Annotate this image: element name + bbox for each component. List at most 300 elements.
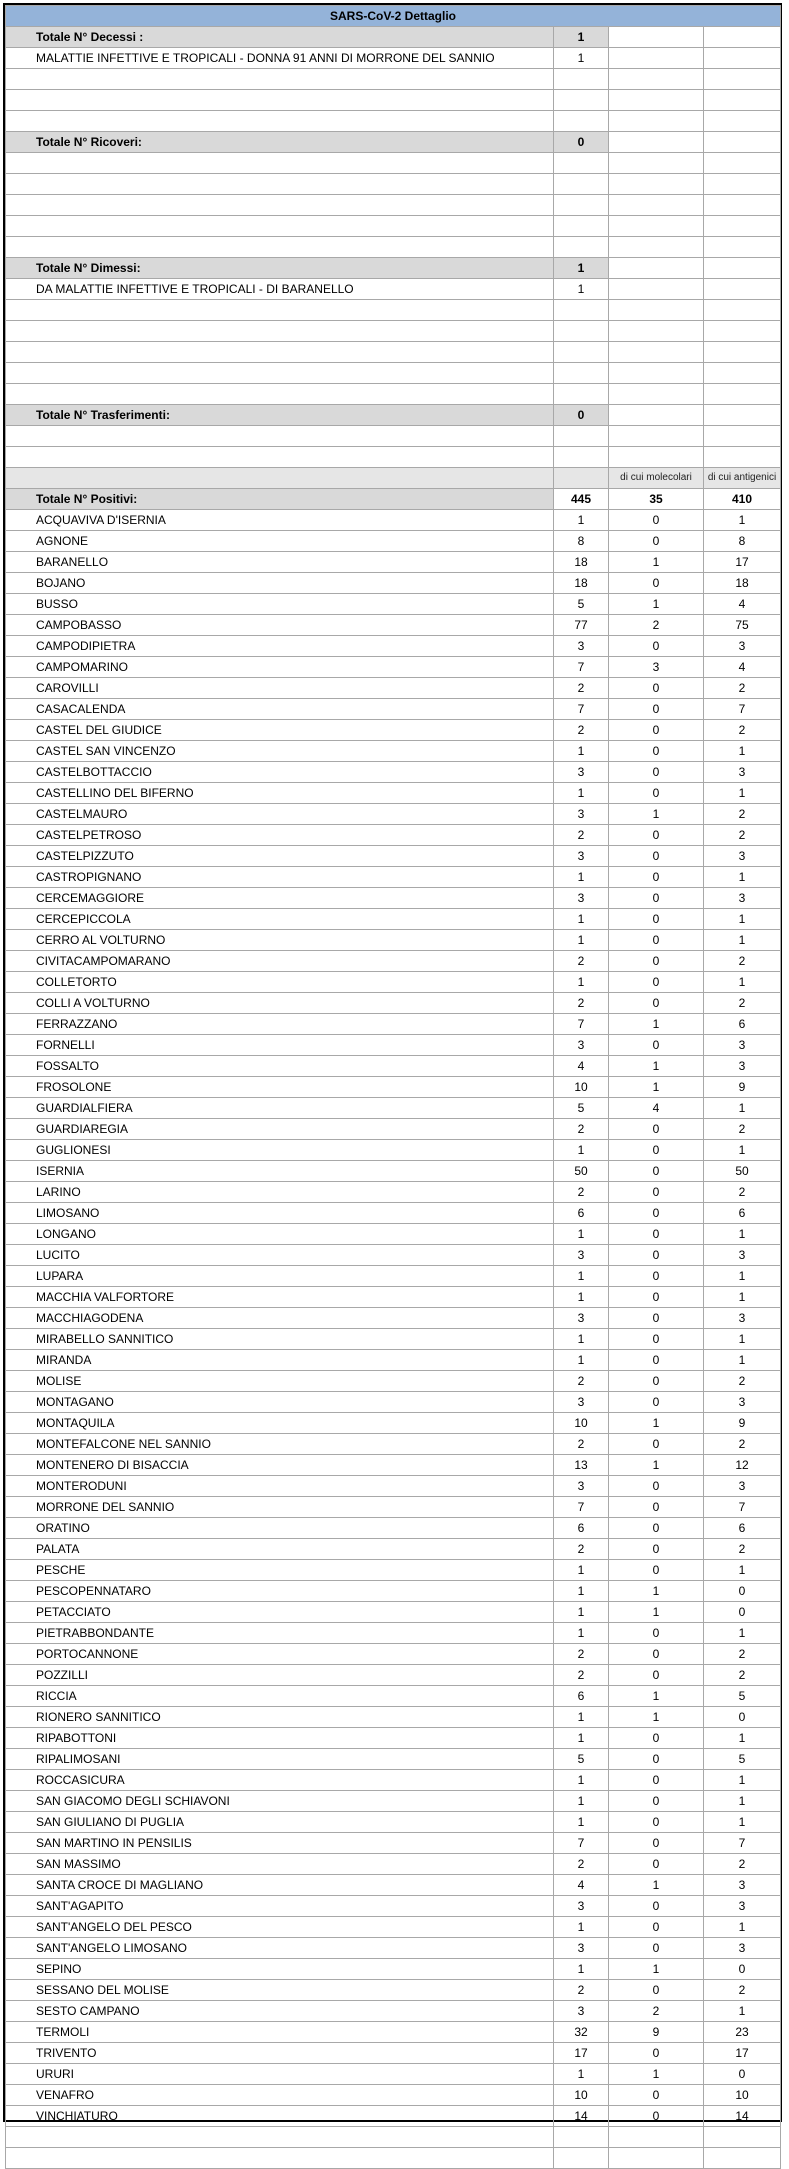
comune-name: LARINO [6, 1182, 554, 1203]
comune-antigenici: 2 [704, 1644, 781, 1665]
comune-antigenici: 1 [704, 2001, 781, 2022]
comune-row [6, 1056, 781, 1077]
comune-antigenici: 7 [704, 699, 781, 720]
comune-name: BOJANO [6, 573, 554, 594]
empty-row [6, 300, 781, 321]
comune-total: 1 [554, 1224, 609, 1245]
comune-row [6, 1266, 781, 1287]
comune-molecolari: 0 [609, 1791, 704, 1812]
comune-row [6, 1938, 781, 1959]
comune-name: COLLI A VOLTURNO [6, 993, 554, 1014]
comune-total: 2 [554, 1434, 609, 1455]
comune-molecolari: 0 [609, 1392, 704, 1413]
comune-molecolari: 0 [609, 846, 704, 867]
comune-antigenici: 2 [704, 993, 781, 1014]
comune-row [6, 1875, 781, 1896]
comune-total: 1 [554, 1728, 609, 1749]
comune-antigenici: 1 [704, 930, 781, 951]
comune-name: GUGLIONESI [6, 1140, 554, 1161]
comune-row [6, 1161, 781, 1182]
comune-total: 1 [554, 1287, 609, 1308]
comune-name: MONTERODUNI [6, 1476, 554, 1497]
comune-molecolari: 0 [609, 510, 704, 531]
comune-total: 10 [554, 1413, 609, 1434]
comune-antigenici: 2 [704, 1434, 781, 1455]
comune-row [6, 1119, 781, 1140]
dimessi-label: Totale N° Dimessi: [6, 258, 554, 279]
comune-antigenici: 0 [704, 1959, 781, 1980]
comune-row [6, 1455, 781, 1476]
comune-total: 1 [554, 1959, 609, 1980]
comune-antigenici: 1 [704, 1812, 781, 1833]
comune-row [6, 1224, 781, 1245]
comune-molecolari: 0 [609, 1644, 704, 1665]
comune-total: 7 [554, 1497, 609, 1518]
comune-name: CASTEL SAN VINCENZO [6, 741, 554, 762]
comune-total: 1 [554, 930, 609, 951]
comune-antigenici: 3 [704, 1245, 781, 1266]
comune-molecolari: 0 [609, 1560, 704, 1581]
comune-total: 1 [554, 909, 609, 930]
comune-molecolari: 0 [609, 636, 704, 657]
comune-molecolari: 1 [609, 2064, 704, 2085]
empty-row [6, 90, 781, 111]
comune-antigenici: 10 [704, 2085, 781, 2106]
comune-name: CERCEMAGGIORE [6, 888, 554, 909]
comune-total: 1 [554, 1791, 609, 1812]
comune-antigenici: 8 [704, 531, 781, 552]
comune-total: 3 [554, 1245, 609, 1266]
comune-antigenici: 5 [704, 1749, 781, 1770]
comune-name: CASTELMAURO [6, 804, 554, 825]
comune-molecolari: 0 [609, 783, 704, 804]
comune-name: CERCEPICCOLA [6, 909, 554, 930]
comune-molecolari: 1 [609, 804, 704, 825]
trasferimenti-total-row [6, 405, 781, 426]
comune-total: 7 [554, 657, 609, 678]
comune-name: URURI [6, 2064, 554, 2085]
comuni-list [6, 510, 781, 2169]
empty-row [6, 2148, 781, 2169]
comune-total: 2 [554, 1371, 609, 1392]
comune-row [6, 2001, 781, 2022]
comune-row [6, 1245, 781, 1266]
comune-total: 2 [554, 1980, 609, 2001]
comune-row [6, 2043, 781, 2064]
comune-molecolari: 1 [609, 1959, 704, 1980]
comune-name: CAMPOMARINO [6, 657, 554, 678]
comune-antigenici: 7 [704, 1497, 781, 1518]
comune-total: 3 [554, 636, 609, 657]
trasferimenti-label: Totale N° Trasferimenti: [6, 405, 554, 426]
comune-name: TRIVENTO [6, 2043, 554, 2064]
comune-total: 7 [554, 699, 609, 720]
comune-molecolari: 0 [609, 1308, 704, 1329]
comune-name: SAN GIACOMO DEGLI SCHIAVONI [6, 1791, 554, 1812]
comune-antigenici: 1 [704, 1350, 781, 1371]
comune-row [6, 1140, 781, 1161]
comune-molecolari: 0 [609, 1329, 704, 1350]
comune-row [6, 930, 781, 951]
empty-row [6, 342, 781, 363]
comune-name: FORNELLI [6, 1035, 554, 1056]
comune-name: CASTELPETROSO [6, 825, 554, 846]
comune-antigenici: 3 [704, 1875, 781, 1896]
comune-name: SAN MASSIMO [6, 1854, 554, 1875]
comune-antigenici: 3 [704, 1308, 781, 1329]
comune-total: 5 [554, 1749, 609, 1770]
comune-antigenici: 3 [704, 888, 781, 909]
comune-antigenici: 3 [704, 1476, 781, 1497]
comune-name: SANT'ANGELO DEL PESCO [6, 1917, 554, 1938]
comune-total: 1 [554, 1602, 609, 1623]
comune-row [6, 1434, 781, 1455]
comune-row [6, 1413, 781, 1434]
comune-molecolari: 0 [609, 1770, 704, 1791]
comune-antigenici: 2 [704, 1119, 781, 1140]
comune-name: ORATINO [6, 1518, 554, 1539]
decessi-item-row [6, 48, 781, 69]
comune-total: 10 [554, 2085, 609, 2106]
comune-antigenici: 2 [704, 1854, 781, 1875]
comune-row [6, 1749, 781, 1770]
comune-antigenici: 3 [704, 1896, 781, 1917]
comune-molecolari: 0 [609, 1203, 704, 1224]
comune-molecolari: 0 [609, 1224, 704, 1245]
comune-antigenici: 4 [704, 594, 781, 615]
ricoveri-total: 0 [554, 132, 609, 153]
comune-name: CERRO AL VOLTURNO [6, 930, 554, 951]
comune-row [6, 1707, 781, 1728]
empty-row [6, 426, 781, 447]
comune-antigenici: 0 [704, 2064, 781, 2085]
comune-name: BARANELLO [6, 552, 554, 573]
empty-row [6, 69, 781, 90]
comune-molecolari: 1 [609, 1602, 704, 1623]
empty-row [6, 447, 781, 468]
comune-row [6, 825, 781, 846]
comune-row [6, 1959, 781, 1980]
comune-name: MORRONE DEL SANNIO [6, 1497, 554, 1518]
comune-molecolari: 0 [609, 720, 704, 741]
decessi-total: 1 [554, 27, 609, 48]
comune-row [6, 1014, 781, 1035]
comune-row [6, 615, 781, 636]
comune-molecolari: 0 [609, 867, 704, 888]
comune-total: 2 [554, 1539, 609, 1560]
comune-total: 3 [554, 846, 609, 867]
comune-molecolari: 2 [609, 615, 704, 636]
comune-total: 6 [554, 1203, 609, 1224]
comune-antigenici: 2 [704, 720, 781, 741]
comune-antigenici: 9 [704, 1077, 781, 1098]
comune-antigenici: 1 [704, 1140, 781, 1161]
comune-antigenici: 3 [704, 846, 781, 867]
comune-row [6, 1917, 781, 1938]
comune-molecolari: 0 [609, 1035, 704, 1056]
comune-row [6, 867, 781, 888]
comune-antigenici: 2 [704, 804, 781, 825]
comune-molecolari: 0 [609, 1917, 704, 1938]
dimessi-item-text: DA MALATTIE INFETTIVE E TROPICALI - DI BARANELLO [6, 279, 554, 300]
empty-row [6, 111, 781, 132]
comune-molecolari: 0 [609, 951, 704, 972]
comune-molecolari: 0 [609, 1749, 704, 1770]
comune-antigenici: 1 [704, 741, 781, 762]
comune-row [6, 972, 781, 993]
comune-molecolari: 0 [609, 741, 704, 762]
comune-total: 2 [554, 678, 609, 699]
comune-name: MONTEFALCONE NEL SANNIO [6, 1434, 554, 1455]
comune-molecolari: 2 [609, 2001, 704, 2022]
comune-row [6, 1791, 781, 1812]
trasferimenti-total: 0 [554, 405, 609, 426]
comune-antigenici: 23 [704, 2022, 781, 2043]
comune-antigenici: 1 [704, 1917, 781, 1938]
comune-antigenici: 12 [704, 1455, 781, 1476]
comune-antigenici: 1 [704, 510, 781, 531]
comune-molecolari: 1 [609, 552, 704, 573]
comune-name: RIPABOTTONI [6, 1728, 554, 1749]
comune-name: CAMPOBASSO [6, 615, 554, 636]
comune-name: LIMOSANO [6, 1203, 554, 1224]
comune-total: 6 [554, 1686, 609, 1707]
comune-row [6, 1665, 781, 1686]
comune-total: 17 [554, 2043, 609, 2064]
comune-name: PIETRABBONDANTE [6, 1623, 554, 1644]
comune-total: 2 [554, 951, 609, 972]
comune-antigenici: 7 [704, 1833, 781, 1854]
comune-row [6, 846, 781, 867]
comune-name: MONTAQUILA [6, 1413, 554, 1434]
comune-row [6, 1035, 781, 1056]
comune-total: 1 [554, 1770, 609, 1791]
comune-row [6, 888, 781, 909]
comune-total: 1 [554, 1140, 609, 1161]
comune-row [6, 552, 781, 573]
dimessi-item-value: 1 [554, 279, 609, 300]
comune-row [6, 1077, 781, 1098]
comune-antigenici: 0 [704, 1581, 781, 1602]
comune-name: MIRANDA [6, 1350, 554, 1371]
comune-name: CASTROPIGNANO [6, 867, 554, 888]
comune-antigenici: 2 [704, 1980, 781, 2001]
comune-antigenici: 3 [704, 1392, 781, 1413]
comune-total: 3 [554, 1308, 609, 1329]
comune-name: TERMOLI [6, 2022, 554, 2043]
comune-name: BUSSO [6, 594, 554, 615]
comune-name: SESSANO DEL MOLISE [6, 1980, 554, 2001]
comune-molecolari: 0 [609, 1728, 704, 1749]
comune-name: RIONERO SANNITICO [6, 1707, 554, 1728]
comune-antigenici: 18 [704, 573, 781, 594]
dimessi-total: 1 [554, 258, 609, 279]
comune-molecolari: 0 [609, 1350, 704, 1371]
comune-name: CAROVILLI [6, 678, 554, 699]
comune-total: 2 [554, 1854, 609, 1875]
comune-molecolari: 0 [609, 1119, 704, 1140]
comune-name: ISERNIA [6, 1161, 554, 1182]
comune-total: 5 [554, 594, 609, 615]
empty-row [6, 237, 781, 258]
comune-total: 1 [554, 1917, 609, 1938]
comune-total: 2 [554, 825, 609, 846]
comune-antigenici: 1 [704, 1791, 781, 1812]
comune-name: VINCHIATURO [6, 2106, 554, 2127]
comune-row [6, 1476, 781, 1497]
comune-name: SAN GIULIANO DI PUGLIA [6, 1812, 554, 1833]
report-title: SARS-CoV-2 Dettaglio [6, 6, 781, 27]
comune-antigenici: 5 [704, 1686, 781, 1707]
empty-row [6, 174, 781, 195]
comune-total: 1 [554, 1350, 609, 1371]
comune-molecolari: 1 [609, 1014, 704, 1035]
comune-antigenici: 1 [704, 867, 781, 888]
comune-row [6, 993, 781, 1014]
comune-total: 18 [554, 573, 609, 594]
comune-antigenici: 4 [704, 657, 781, 678]
comune-row [6, 1644, 781, 1665]
comune-molecolari: 0 [609, 993, 704, 1014]
comune-name: MOLISE [6, 1371, 554, 1392]
comune-name: ACQUAVIVA D'ISERNIA [6, 510, 554, 531]
comune-row [6, 1686, 781, 1707]
comune-antigenici: 1 [704, 1329, 781, 1350]
empty-row [6, 195, 781, 216]
comune-name: ROCCASICURA [6, 1770, 554, 1791]
comune-row [6, 1770, 781, 1791]
comune-row [6, 783, 781, 804]
empty-row [6, 384, 781, 405]
comune-row [6, 1371, 781, 1392]
comune-name: FERRAZZANO [6, 1014, 554, 1035]
comune-row [6, 678, 781, 699]
positivi-label: Totale N° Positivi: [6, 489, 554, 510]
comune-row [6, 1602, 781, 1623]
comune-molecolari: 0 [609, 1434, 704, 1455]
comune-row [6, 1539, 781, 1560]
comune-row [6, 1896, 781, 1917]
comune-row [6, 951, 781, 972]
comune-antigenici: 3 [704, 1035, 781, 1056]
comune-molecolari: 1 [609, 1686, 704, 1707]
comune-antigenici: 1 [704, 1224, 781, 1245]
comune-total: 10 [554, 1077, 609, 1098]
comune-total: 6 [554, 1518, 609, 1539]
comune-name: CASTELPIZZUTO [6, 846, 554, 867]
comune-molecolari: 9 [609, 2022, 704, 2043]
comune-name: PALATA [6, 1539, 554, 1560]
report-sheet [3, 3, 782, 2122]
empty-row [6, 363, 781, 384]
comune-name: GUARDIALFIERA [6, 1098, 554, 1119]
comune-antigenici: 17 [704, 552, 781, 573]
ricoveri-label: Totale N° Ricoveri: [6, 132, 554, 153]
comune-molecolari: 1 [609, 1455, 704, 1476]
comune-row [6, 804, 781, 825]
comune-name: LUCITO [6, 1245, 554, 1266]
comune-antigenici: 2 [704, 951, 781, 972]
comune-row [6, 2106, 781, 2127]
comune-name: FROSOLONE [6, 1077, 554, 1098]
comune-row [6, 1518, 781, 1539]
comune-antigenici: 0 [704, 1602, 781, 1623]
comune-antigenici: 6 [704, 1203, 781, 1224]
dimessi-item-row [6, 279, 781, 300]
comune-molecolari: 0 [609, 1518, 704, 1539]
comune-molecolari: 0 [609, 1182, 704, 1203]
comune-antigenici: 2 [704, 1539, 781, 1560]
comune-total: 3 [554, 1392, 609, 1413]
comune-name: AGNONE [6, 531, 554, 552]
comune-antigenici: 2 [704, 1665, 781, 1686]
comune-antigenici: 0 [704, 1707, 781, 1728]
comune-molecolari: 0 [609, 573, 704, 594]
comune-antigenici: 6 [704, 1014, 781, 1035]
comune-name: CIVITACAMPOMARANO [6, 951, 554, 972]
comune-molecolari: 0 [609, 762, 704, 783]
comune-molecolari: 0 [609, 1896, 704, 1917]
comune-molecolari: 0 [609, 1245, 704, 1266]
empty-row [6, 153, 781, 174]
comune-row [6, 1581, 781, 1602]
positivi-total-row [6, 489, 781, 510]
comune-total: 13 [554, 1455, 609, 1476]
comune-molecolari: 0 [609, 1287, 704, 1308]
comune-name: MONTAGANO [6, 1392, 554, 1413]
comune-antigenici: 3 [704, 636, 781, 657]
comune-total: 3 [554, 1938, 609, 1959]
comune-row [6, 531, 781, 552]
comune-total: 1 [554, 1329, 609, 1350]
comune-molecolari: 0 [609, 1938, 704, 1959]
comune-total: 77 [554, 615, 609, 636]
comune-row [6, 2022, 781, 2043]
comune-name: CASACALENDA [6, 699, 554, 720]
col-molecolari-header: di cui molecolari [609, 468, 704, 489]
comune-antigenici: 1 [704, 972, 781, 993]
comune-antigenici: 1 [704, 1728, 781, 1749]
comune-total: 1 [554, 1560, 609, 1581]
comune-total: 3 [554, 762, 609, 783]
comune-molecolari: 0 [609, 1623, 704, 1644]
comune-antigenici: 2 [704, 825, 781, 846]
comune-name: PETACCIATO [6, 1602, 554, 1623]
comune-row [6, 909, 781, 930]
comune-row [6, 762, 781, 783]
comune-molecolari: 1 [609, 1413, 704, 1434]
comune-name: CASTELBOTTACCIO [6, 762, 554, 783]
comune-molecolari: 1 [609, 1077, 704, 1098]
comune-total: 1 [554, 1812, 609, 1833]
comune-name: MONTENERO DI BISACCIA [6, 1455, 554, 1476]
comune-row [6, 1329, 781, 1350]
comune-name: LUPARA [6, 1266, 554, 1287]
comune-molecolari: 0 [609, 1266, 704, 1287]
comune-molecolari: 0 [609, 1539, 704, 1560]
comune-molecolari: 0 [609, 699, 704, 720]
comune-molecolari: 0 [609, 2106, 704, 2127]
comune-molecolari: 0 [609, 531, 704, 552]
comune-row [6, 1287, 781, 1308]
comune-total: 18 [554, 552, 609, 573]
empty-row [6, 216, 781, 237]
comune-molecolari: 1 [609, 1707, 704, 1728]
decessi-item-text: MALATTIE INFETTIVE E TROPICALI - DONNA 91 ANNI DI MORRONE DEL SANNIO [6, 48, 554, 69]
comune-total: 1 [554, 741, 609, 762]
comune-molecolari: 0 [609, 1812, 704, 1833]
comune-name: FOSSALTO [6, 1056, 554, 1077]
